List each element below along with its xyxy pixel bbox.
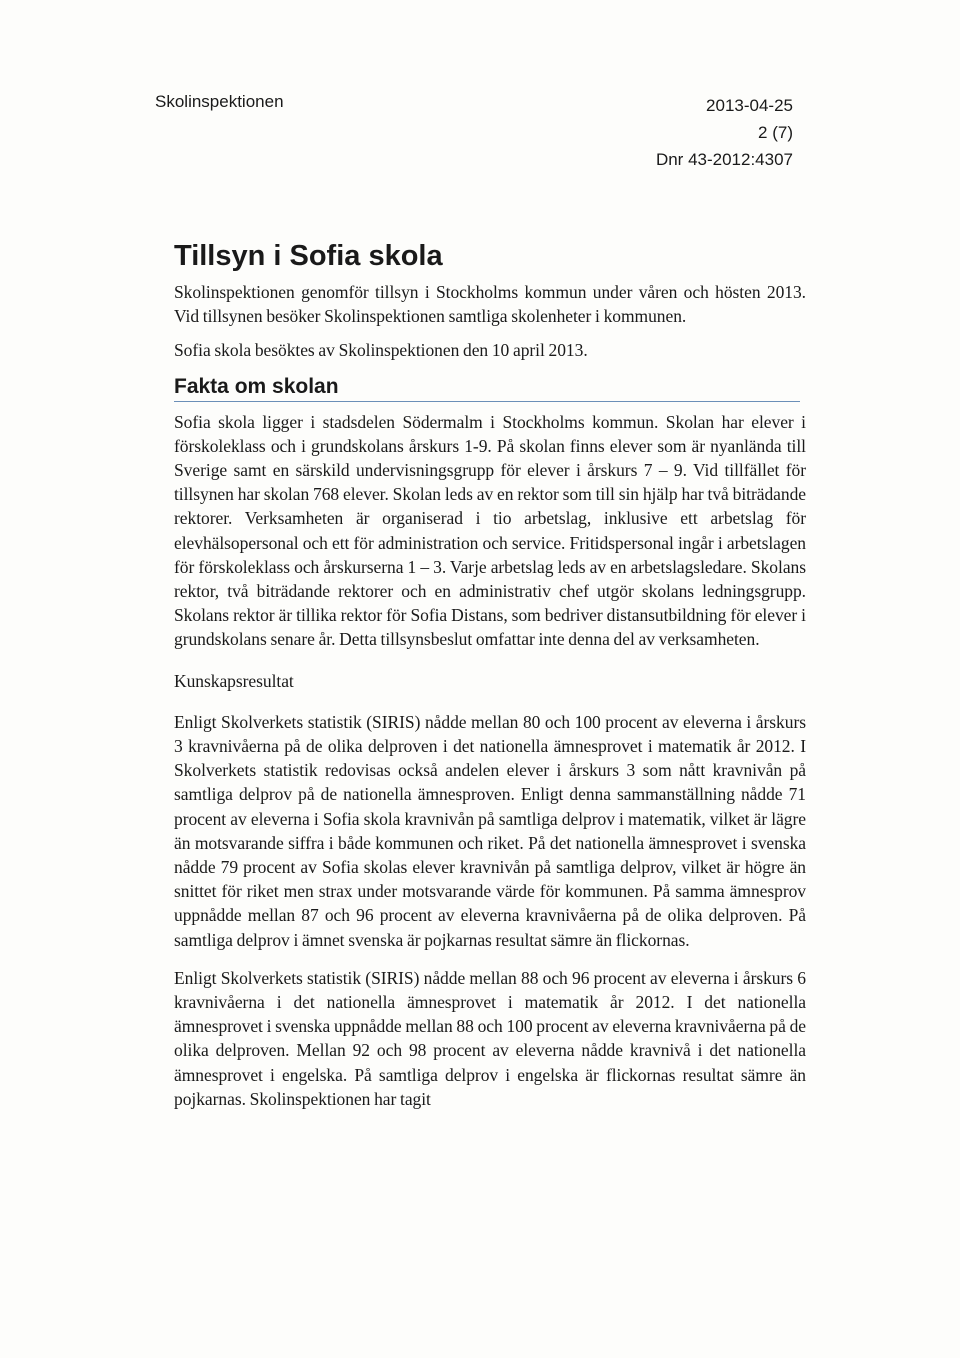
page-number: 2 (7) xyxy=(758,123,793,142)
section-divider xyxy=(174,401,800,402)
facts-heading: Fakta om skolan xyxy=(174,374,339,398)
visit-date-paragraph: Sofia skola besöktes av Skolinspektionen den 10 april 2013. xyxy=(174,340,588,361)
document-meta xyxy=(656,92,793,173)
results-heading: Kunskapsresultat xyxy=(174,670,294,691)
facts-paragraph: Sofia skola ligger i stadsdelen Södermalm i Stockholms kommun. Skolan har elever i förskoleklass och i grundskolans årskurs 1-9. På skolan finns elever som är nyanlända till Sverige samt en särskild undervisningsgrupp för elever i årskurs 7 – 9. Vid tillfället för tillsynen har skolan 768 elever. Skolan leds av en rektor som till sin hjälp har två biträdande rektorer. Verksamheten är organiserad i tio arbetslag, inklusive ett arbetslag för elevhälsopersonal och ett för administration och service. Fritidspersonal ingår i arbetslagen för förskoleklass och årskurserna 1 – 3. Varje arbetslag leds av en arbetslagsledare. Skolans rektor, två biträdande rektorer och en administrativ chef utgör skolans ledningsgrupp. Skolans rektor är tillika rektor för Sofia Distans, som bedriver distansutbildning för elever i grundskolans senare år. Detta tillsynsbeslut omfattar inte denna del av verksamheten. xyxy=(174,411,806,650)
intro-paragraph: Skolinspektionen genomför tillsyn i Stockholms kommun under våren och hösten 2013. Vid tillsynen besöker Skolinspektionen samtliga skolenheter i kommunen. xyxy=(174,282,806,327)
document-body xyxy=(174,236,806,1125)
page-title: Tillsyn i Sofia skola xyxy=(174,240,443,272)
organization-name: Skolinspektionen xyxy=(155,92,284,111)
results-paragraph-2: Enligt Skolverkets statistik (SIRIS) nådde mellan 88 och 96 procent av eleverna i årskurs 6 kravnivåerna i det nationella ämnesprovet i matematik år 2012. I det nationella ämnesprovet i svenska uppnådde mellan 88 och 100 procent av eleverna kravnivåerna på de olika delproven. Mellan 92 och 98 procent av eleverna nådde kravnivå i det nationella ämnesprovet i engelska. På samtliga delprov i engelska är flickornas resultat sämre än pojkarnas. Skolinspektionen har tagit xyxy=(174,967,806,1109)
reference-number: Dnr 43-2012:4307 xyxy=(655,150,793,169)
document-date: 2013-04-25 xyxy=(706,96,793,115)
results-paragraph-1: Enligt Skolverkets statistik (SIRIS) nådde mellan 80 och 100 procent av eleverna i årskurs 3 kravnivåerna på de olika delproven i det nationella ämnesprovet i matematik år 2012. I Skolverkets statistik redovisas också andelen elever i årskurs 3 som nått kravnivån på samtliga delprov på de nationella ämnesproven. Enligt denna sammanställning nådde 71 procent av eleverna i Sofia skola kravnivån på samtliga delprov i matematik, vilket är lägre än motsvarande siffra i både kommunen och riket. På det nationella ämnesprovet i svenska nådde 79 procent av Sofia skolas elever kravnivån på samtliga delprov, vilket är högre än snittet för riket men strax under motsvarande värde för kommunen. På samma ämnesprov uppnådde mellan 87 och 96 procent av eleverna kravnivåerna på de olika delproven. På samtliga delprov i ämnet svenska är pojkarnas resultat sämre än flickornas. xyxy=(174,711,806,950)
